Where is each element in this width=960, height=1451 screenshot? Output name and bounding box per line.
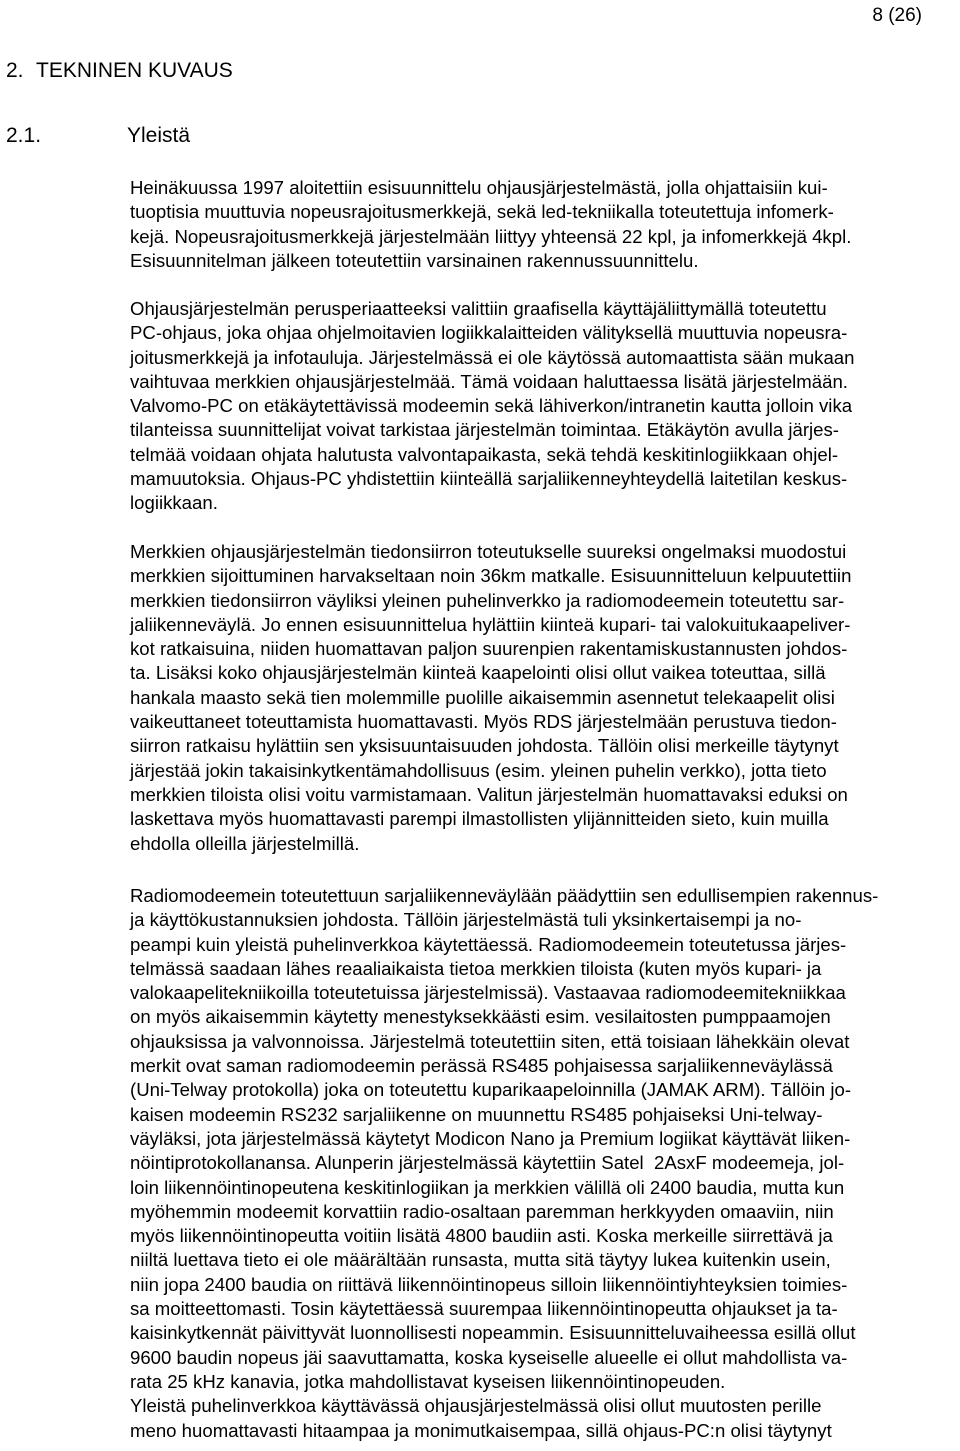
text-line: merkkien sijoittuminen harvakseltaan noin 36km matkalle. Esisuunnitteluun kelpuutettiin <box>130 565 852 587</box>
text-line: laskettava myös huomattavasti parempi ilmastollisten ylijännitteiden sieto, kuin muilla <box>130 808 829 830</box>
text-line: Merkkien ohjausjärjestelmän tiedonsiirron toteutukselle suureksi ongelmaksi muodostui <box>130 541 847 562</box>
text-line: loin liikennöintinopeutena keskitinlogiikan ja merkkien välillä oli 2400 baudia, mutta kun <box>130 1176 845 1198</box>
text-line: tuoptisia muuttuvia nopeusrajoitusmerkkejä, sekä led-tekniikalla toteutettuja infomerk- <box>130 201 834 223</box>
text-line: on myös aikaisemmin käytetty menestyksekkäästi esim. vesilaitosten pumppaamojen <box>130 1006 831 1028</box>
text-line: Valvomo-PC on etäkäytettävissä modeemin sekä lähiverkon/intranetin kautta jolloin vika <box>130 395 853 417</box>
text-line: logiikkaan. <box>130 492 218 514</box>
text-line: nöintiprotokollanansa. Alunperin järjestelmässä käytettiin Satel 2AsxF modeemeja, jol- <box>130 1152 845 1174</box>
text-line: Radiomodeemein toteutettuun sarjaliikenneväylään päädyttiin sen edullisempien rakennus- <box>130 885 879 906</box>
text-line: kejä. Nopeusrajoitusmerkkejä järjestelmään liittyy yhteensä 22 kpl, ja infomerkkejä 4kpl. <box>130 225 852 247</box>
text-line: Esisuunnitelman jälkeen toteutettiin varsinainen rakennussuunnittelu. <box>130 249 699 271</box>
subsection-number: 2.1. <box>6 124 42 147</box>
text-line: 9600 baudin nopeus jäi saavuttamatta, koska kyseiselle alueelle ei ollut mahdollista va- <box>130 1346 848 1368</box>
text-line: merkkien tiedonsiirron väyliksi yleinen puhelinverkko ja radiomodeemein toteutettu sar- <box>130 589 845 611</box>
text-line: niiltä luettava tieto ei ole määrältään runsasta, mutta sitä täytyy lukea kuitenkin usein, <box>130 1249 831 1271</box>
text-line: myöhemmin modeemit korvattiin radio-osaltaan paremman herkkyyden omaaviin, niin <box>130 1200 834 1222</box>
text-line: niin jopa 2400 baudia on riittävä liikennöintinopeus silloin liikennöintiyhteyksien toimies- <box>130 1273 848 1295</box>
text-line: vaihtuvaa merkkien ohjausjärjestelmää. Tämä voidaan haluttaessa lisätä järjestelmään. <box>130 370 848 392</box>
text-line: rata 25 kHz kanavia, jotka mahdollistavat kyseisen liikennöintinopeuden. <box>130 1370 726 1392</box>
text-line: jaliikenneväylä. Jo ennen esisuunnittelua hylättiin kiinteä kupari- tai valokuitukaapeliver- <box>130 613 851 635</box>
text-line: järjestää jokin takaisinkytkentämahdollisuus (esim. yleinen puhelin verkko), jotta tieto <box>130 759 827 781</box>
text-line: hankala maasto sekä tien molemmille puolille aikaisemmin asennetut telekaapelit olisi <box>130 686 835 708</box>
subsection-heading <box>6 123 190 149</box>
paragraph <box>130 176 960 273</box>
text-line: ohjauksissa ja valvonnoissa. Järjestelmä toteutettiin siten, että toisiaan lähekkäin olevat <box>130 1030 850 1052</box>
text-line: vaikeuttaneet toteuttamista huomattavasti. Myös RDS järjestelmään perustuva tiedon- <box>130 711 837 733</box>
text-line: joitusmerkkejä ja infotauluja. Järjestelmässä ei ole käytössä automaattista sään mukaan <box>130 346 855 368</box>
text-line: ehdolla olleilla järjestelmillä. <box>130 832 360 854</box>
page-number: 8 (26) <box>872 5 922 26</box>
section-heading <box>6 58 233 84</box>
text-line: meno huomattavasti hitaampaa ja monimutkaisempaa, sillä ohjaus-PC:n olisi täytynyt <box>130 1419 832 1441</box>
text-line: kaisen modeemin RS232 sarjaliikenne on muunnettu RS485 pohjaiseksi Uni-telway- <box>130 1103 823 1125</box>
section-number: 2. <box>6 59 24 82</box>
text-line: tilanteissa suunnittelijat voivat tarkistaa järjestelmän toimintaa. Etäkäytön avulla järjes- <box>130 419 839 441</box>
paragraph <box>130 540 960 856</box>
text-line: myös liikennöintinopeutta voitiin lisätä 4800 baudiin asti. Koska merkeille siirrettävä ja <box>130 1225 833 1247</box>
text-line: peampi kuin yleistä puhelinverkkoa käytettäessä. Radiomodeemein toteutetussa järjes- <box>130 933 847 955</box>
text-line: ta. Lisäksi koko ohjausjärjestelmän kiinteä kaapelointi olisi ollut vaikea toteuttaa, sillä <box>130 662 826 684</box>
text-line: telmää voidaan ohjata halutusta valvontapaikasta, sekä tehdä keskitinlogiikkaan ohjel- <box>130 443 839 465</box>
text-line: ja käyttökustannuksien johdosta. Tällöin järjestelmästä tuli yksinkertaisempi ja no- <box>130 909 802 931</box>
text-line: sa moitteettomasti. Tosin käytettäessä suurempaa liikennöintinopeutta ohjaukset ja ta- <box>130 1298 838 1320</box>
text-line: Ohjausjärjestelmän perusperiaatteeksi valittiin graafisella käyttäjäliittymällä toteutettu <box>130 298 827 319</box>
text-line: merkkien tiloista olisi voitu varmistamaan. Valitun järjestelmän huomattavaksi eduksi on <box>130 783 848 805</box>
text-line: siirron ratkaisu hylättiin sen yksisuuntaisuuden johdosta. Tällöin olisi merkeille täytynyt <box>130 735 839 757</box>
text-line: PC-ohjaus, joka ohjaa ohjelmoitavien logiikkalaitteiden välityksellä muuttuvia nopeusra- <box>130 322 848 344</box>
text-line: merkit ovat saman radiomodeemin perässä RS485 pohjaisessa sarjaliikenneväylässä <box>130 1055 833 1077</box>
text-line: väyläksi, jota järjestelmässä käytetyt Modicon Nano ja Premium logiikat käyttävät liiken- <box>130 1127 851 1149</box>
paragraph <box>130 297 960 516</box>
section-title: TEKNINEN KUVAUS <box>36 59 233 82</box>
paragraph <box>130 884 960 1443</box>
subsection-title: Yleistä <box>127 124 191 147</box>
text-line: Yleistä puhelinverkkoa käyttävässä ohjausjärjestelmässä olisi ollut muutosten perille <box>130 1395 822 1417</box>
text-line: mamuutoksia. Ohjaus-PC yhdistettiin kiinteällä sarjaliikenneyhteydellä laitetilan keskus- <box>130 468 848 490</box>
text-line: valokaapelitekniikoilla toteutetuissa järjestelmissä). Vastaavaa radiomodeemitekniikkaa <box>130 982 846 1004</box>
text-line: telmässä saadaan lähes reaaliaikaista tietoa merkkien tiloista (kuten myös kupari- ja <box>130 957 822 979</box>
text-line: (Uni-Telway protokolla) joka on toteutettu kuparikaapeloinnilla (JAMAK ARM). Tällöin jo- <box>130 1079 852 1101</box>
text-line: kot ratkaisuina, niiden huomattavan paljon suurenpien rakentamiskustannusten johdos- <box>130 638 848 660</box>
text-line: kaisinkytkennät päivittyvät luonnollisesti nopeammin. Esisuunnitteluvaiheessa esillä ollut <box>130 1322 856 1344</box>
text-line: Heinäkuussa 1997 aloitettiin esisuunnittelu ohjausjärjestelmästä, jolla ohjattaisiin kui- <box>130 177 828 198</box>
